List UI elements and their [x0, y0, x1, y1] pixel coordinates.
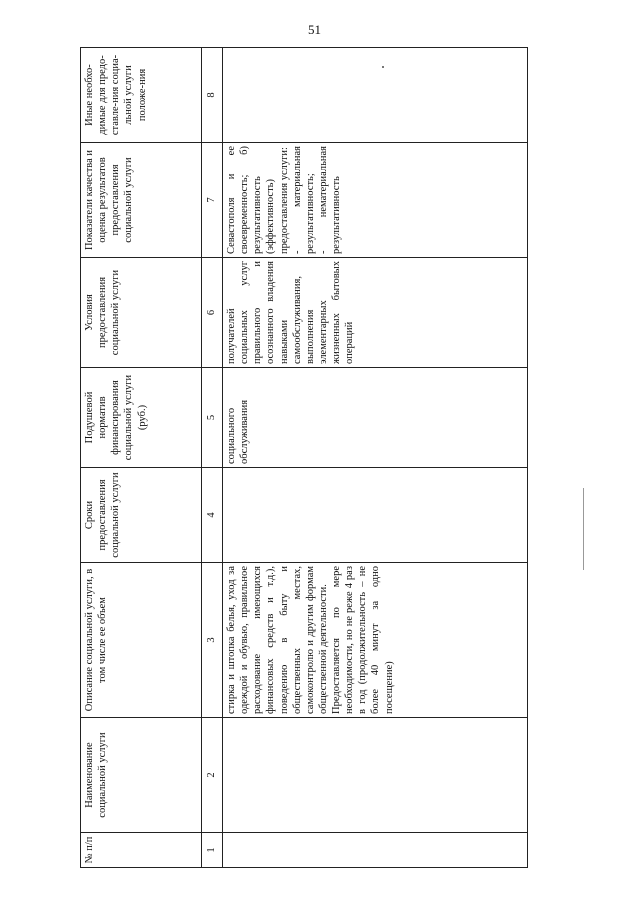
header-row: [81, 48, 202, 868]
quality-item-material: - материальная результативность;: [291, 146, 316, 254]
table-container: [80, 48, 585, 868]
social-services-table: [80, 47, 528, 868]
column-number: 1: [202, 833, 223, 868]
column-number: 8: [202, 48, 223, 143]
rotated-page-content: [80, 48, 585, 868]
quality-item-nonmaterial: - нематериальная результативность: [317, 146, 342, 254]
header-cell-service-name: Наименование социальной услуги: [81, 718, 202, 833]
quality-text: Севастополя и ее своевременность; б) результативность (эффективность) предоставления услуги:: [226, 146, 290, 254]
cell-other-provisions: [223, 48, 528, 143]
header-cell-funding-norm: Подушевой норматив финансирования социальной услуги (руб.): [81, 368, 202, 468]
header-cell-conditions: Условия предоставления социальной услуги: [81, 258, 202, 368]
header-cell-terms: Сроки предоставления социальной услуги: [81, 468, 202, 563]
header-cell-number: № п/п: [81, 833, 202, 868]
cell-quality-indicators: [223, 143, 528, 258]
column-number: 6: [202, 258, 223, 368]
header-cell-other-provisions: Иные необхо-димые для предо-ставле-ния социа-льной услуги положе-ния: [81, 48, 202, 143]
cell-description: [223, 563, 528, 718]
cell-conditions: получателей социальных услуг правильного и осознанного владения навыками самообслуживания, выполнения элементарных жизненных бытовых операций: [223, 258, 528, 368]
cell-service-name: [223, 718, 528, 833]
column-number: 2: [202, 718, 223, 833]
description-frequency-note: Предоставляется по мере необходимости, но не реже 4 раз в год (продолжительность – не более 40 минут за одно посещение): [331, 566, 395, 714]
column-number: 3: [202, 563, 223, 718]
header-cell-quality-indicators: Показатели качества и оценка результатов предоставления социальной услуги: [81, 143, 202, 258]
description-text: стирка и штопка белья, уход за одеждой и обувью, правильное расходование имеющихся финансовых средств и т.д.), поведению в быту и общественных местах, самоконтролю и другим формам общественной деятельности.: [226, 566, 329, 714]
cell-funding-norm: социального обслуживания: [223, 368, 528, 468]
page-number: 51: [308, 22, 321, 37]
cell-terms: [223, 468, 528, 563]
column-number: 7: [202, 143, 223, 258]
column-number-row: [202, 48, 223, 868]
column-number: 4: [202, 468, 223, 563]
header-cell-description: Описание социальной услуги, в том числе ее объем: [81, 563, 202, 718]
column-number: 5: [202, 368, 223, 468]
cell-number: [223, 833, 528, 868]
table-row: [223, 48, 528, 868]
